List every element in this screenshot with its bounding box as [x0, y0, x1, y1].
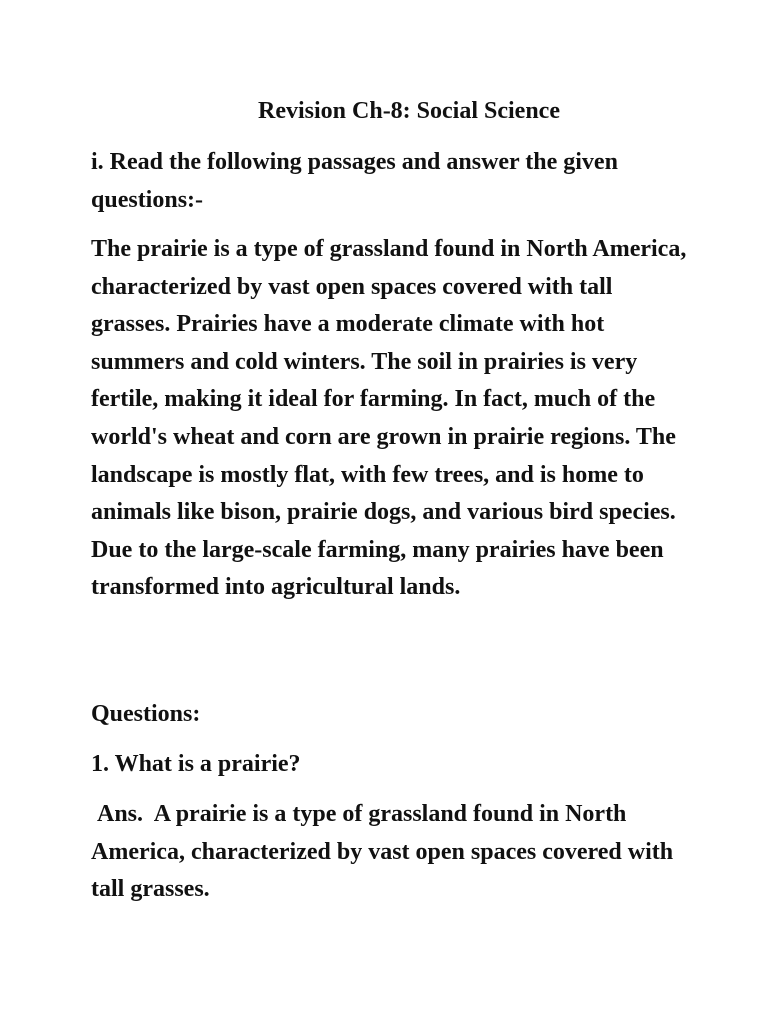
passage-text: The prairie is a type of grassland found in North America, characterized by vast open spaces covered with tall grasses. Prairies have a moderate climate with hot summers and cold winters. The soil in prairies is very fertile, making it ideal for farming. In fact, much of the world's wheat and corn are grown in prairie regions. The landscape is mostly flat, with few trees, and is home to animals like bison, prairie dogs, and various bird species. Due to the large-scale farming, many prairies have been transformed into agricultural lands.: [91, 236, 687, 601]
page-title: Revision Ch-8: Social Science: [258, 98, 560, 124]
question-1: 1. What is a prairie?: [91, 751, 301, 777]
instruction-text: i. Read the following passages and answer the given questions:-: [91, 149, 618, 213]
questions-heading: Questions:: [91, 701, 201, 727]
answer-1: Ans. A prairie is a type of grassland found in North America, characterized by vast open spaces covered with tall grasses.: [91, 801, 674, 903]
